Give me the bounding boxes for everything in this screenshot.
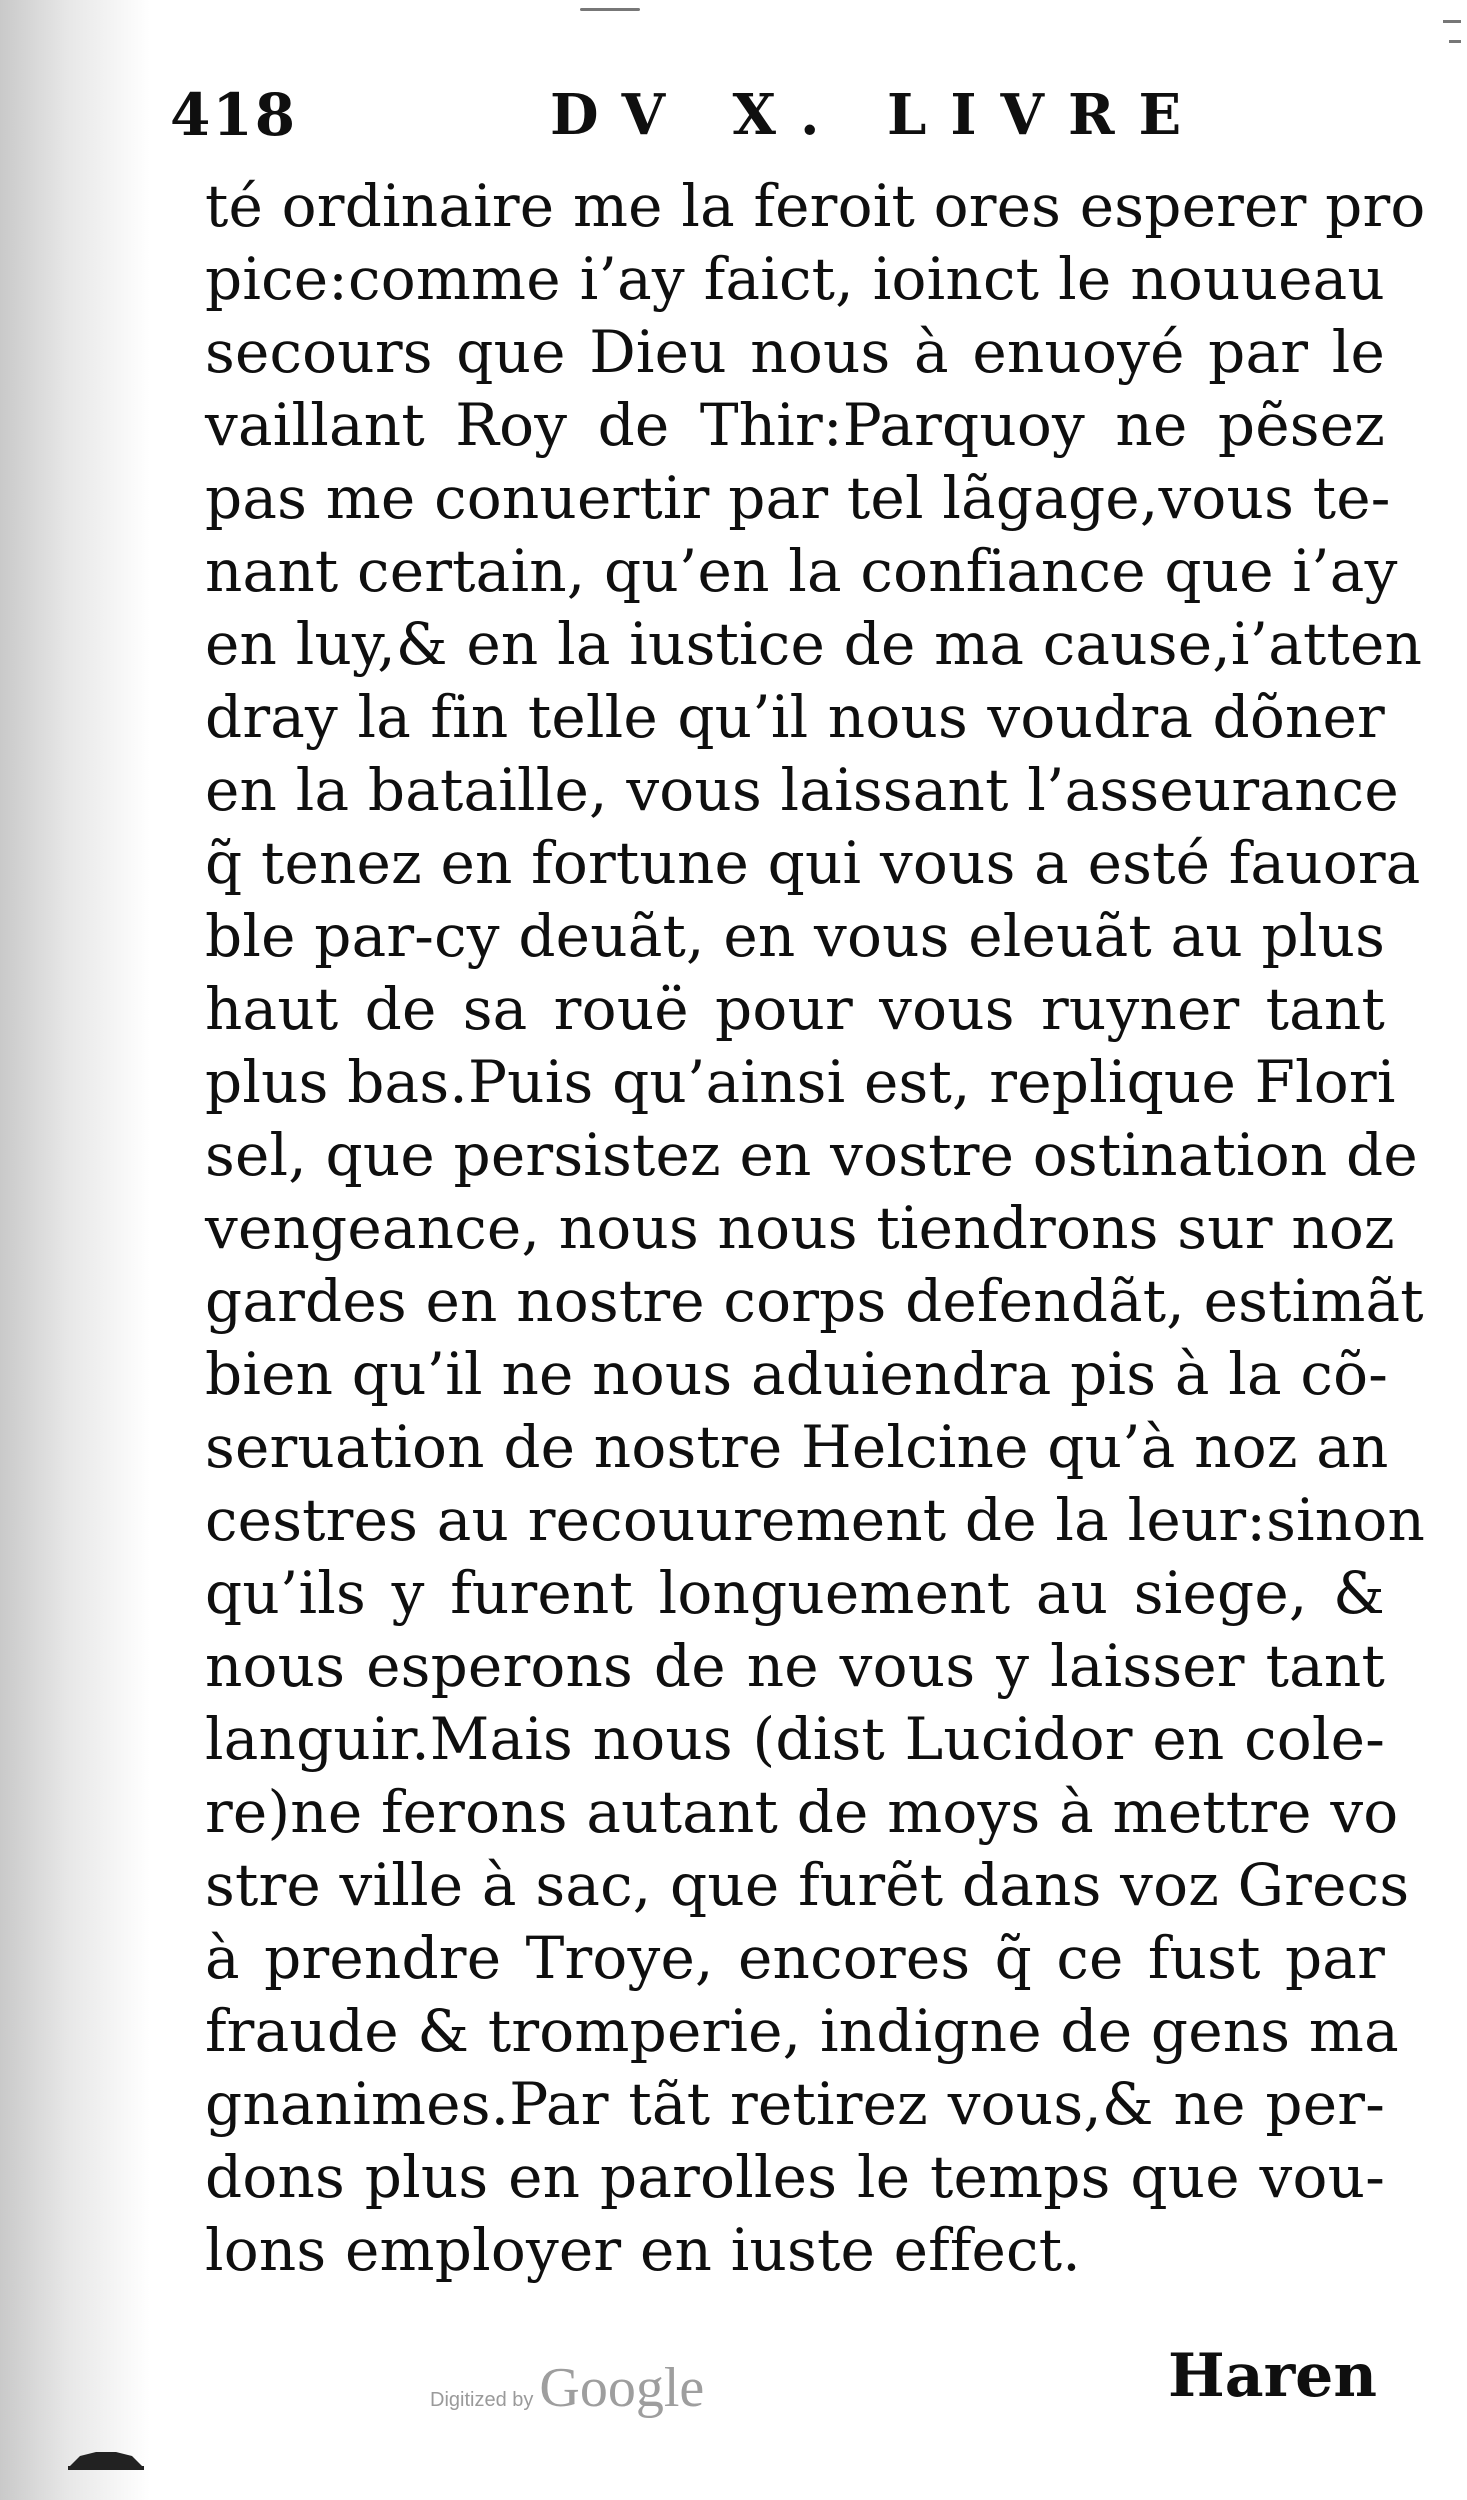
scan-corner-mark-icon bbox=[66, 2442, 146, 2472]
right-edge-mark bbox=[1449, 40, 1461, 43]
digitizer-logo: Google bbox=[539, 2357, 705, 2419]
text-line: bien qu’il ne nous aduiendra pis à la cõ- bbox=[205, 1340, 1389, 1408]
text-line: secours que Dieu nous à enuoyé par le bbox=[205, 318, 1385, 386]
text-line: en luy,& en la iustice de ma cause,i’atten bbox=[205, 610, 1423, 678]
text-line: gardes en nostre corps defendãt, estimãt bbox=[205, 1267, 1424, 1335]
text-line: pas me conuertir par tel lãgage,vous te- bbox=[205, 464, 1391, 532]
text-line: re)ne ferons autant de moys à mettre vo bbox=[205, 1778, 1399, 1846]
page-header bbox=[170, 70, 1370, 160]
text-line: fraude & tromperie, indigne de gens ma bbox=[205, 1997, 1399, 2065]
text-line: à prendre Troye, encores q̃ ce fust par bbox=[205, 1924, 1385, 1992]
text-line: gnanimes.Par tãt retirez vous,& ne per- bbox=[205, 2070, 1385, 2138]
text-line: pice:comme i’ay faict, ioinct le nouueau bbox=[205, 245, 1385, 313]
text-line: plus bas.Puis qu’ainsi est, replique Flori bbox=[205, 1048, 1396, 1116]
text-line: té ordinaire me la feroit ores esperer pro bbox=[205, 172, 1426, 240]
text-line: ble par-cy deuãt, en vous eleuãt au plus bbox=[205, 902, 1386, 970]
body-text bbox=[205, 170, 1426, 2287]
top-edge-mark bbox=[580, 8, 640, 11]
text-line: sel, que persistez en vostre ostination de bbox=[205, 1121, 1418, 1189]
digitized-by-text: Digitized by bbox=[430, 2389, 534, 2411]
text-line: dons plus en parolles le temps que vou- bbox=[205, 2143, 1385, 2211]
text-line: en la bataille, vous laissant l’asseurance bbox=[205, 756, 1399, 824]
text-line: seruation de nostre Helcine qu’à noz an bbox=[205, 1413, 1389, 1481]
gutter-shadow bbox=[0, 0, 150, 2500]
text-line: vengeance, nous nous tiendrons sur noz bbox=[205, 1194, 1395, 1262]
text-line: vaillant Roy de Thir:Parquoy ne pẽsez bbox=[205, 391, 1385, 459]
text-line: nous esperons de ne vous y laisser tant bbox=[205, 1632, 1385, 1700]
text-line: cestres au recouurement de la leur:sinon bbox=[205, 1486, 1426, 1554]
text-line: lons employer en iuste effect. bbox=[205, 2216, 1081, 2284]
text-line: q̃ tenez en fortune qui vous a esté fauora bbox=[205, 829, 1421, 897]
digitized-watermark bbox=[430, 2356, 704, 2426]
right-edge-mark bbox=[1443, 20, 1461, 23]
page-number: 418 bbox=[170, 81, 298, 149]
text-line: dray la fin telle qu’il nous voudra dõner bbox=[205, 683, 1385, 751]
text-line: haut de sa rouë pour vous ruyner tant bbox=[205, 975, 1385, 1043]
text-line: languir.Mais nous (dist Lucidor en cole- bbox=[205, 1705, 1385, 1773]
text-line: stre ville à sac, que furẽt dans voz Grecs bbox=[205, 1851, 1410, 1919]
text-line: nant certain, qu’en la confiance que i’ay bbox=[205, 537, 1398, 605]
catchword: Haren bbox=[1168, 2341, 1377, 2411]
running-head: DV X. LIVRE bbox=[550, 82, 1206, 148]
text-line: qu’ils y furent longuement au siege, & bbox=[205, 1559, 1385, 1627]
